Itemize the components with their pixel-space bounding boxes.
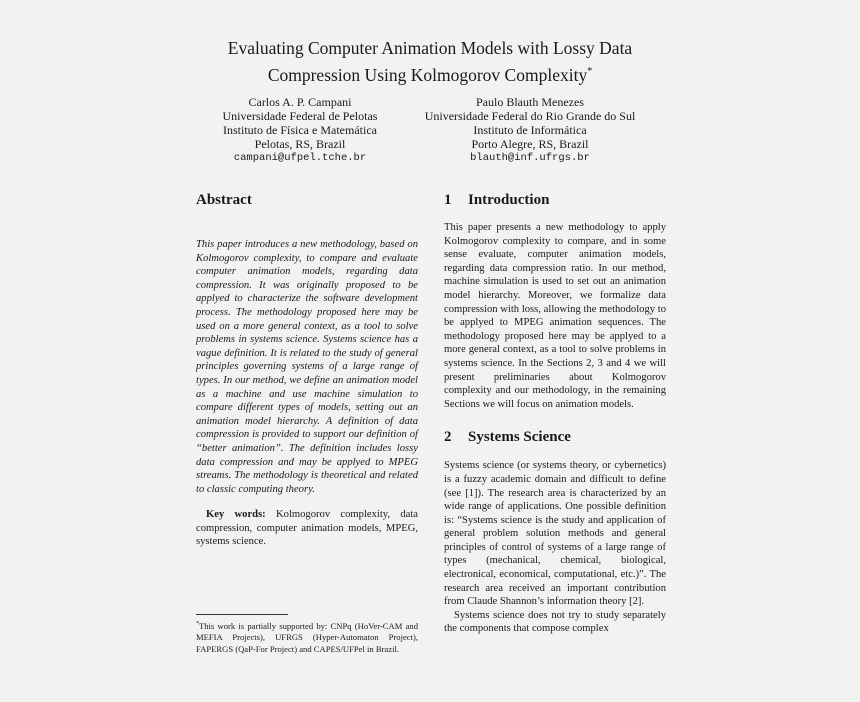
abstract-text: This paper introduces a new methodology, based on Kolmogorov complexity, to compare and evaluate computer animation models, regarding data compression. It was originally proposed to be applyed to characterize the software development process. The methodology proposed here may be used on a more general context, as a tool to solve problems in systems science. Systems science has a vague definition. It is related to the study of general principles governing systems of a large range of types. In our method, we define an animation model as a machine and use machine simulation to compare different types of models, setting out an animation model hierarchy. A definition of data compression is provided to support our definition of “better animation”. The definition includes lossy data compression and may be applyed to MPEG streams. The methodology is theoretical and related to classic computing theory. <box>196 239 418 495</box>
paper-title <box>150 37 710 87</box>
right-column <box>444 190 666 636</box>
author-affiliation: Universidade Federal de Pelotas <box>222 109 378 123</box>
title-line-2-text: Compression Using Kolmogorov Complexity <box>267 64 588 85</box>
keywords-paragraph <box>196 508 418 549</box>
systems-science-paragraph-2: Systems science does not try to study separately the components that compose complex <box>444 609 666 635</box>
author-name: Carlos A. P. Campani <box>248 95 352 109</box>
keywords-label: Key words: <box>206 509 266 521</box>
author-name: Paulo Blauth Menezes <box>476 95 584 109</box>
title-footnote-mark: * <box>587 66 593 77</box>
section-heading-introduction <box>444 190 666 210</box>
author-dept: Instituto de Informática <box>473 123 587 137</box>
title-line-1: Evaluating Computer Animation Models with Lossy Data <box>227 38 633 58</box>
footnote <box>196 619 418 655</box>
abstract-heading: Abstract <box>196 192 252 208</box>
section-number: 2 <box>444 429 452 446</box>
title-line-2 <box>150 60 710 87</box>
section-title: Systems Science <box>468 429 571 446</box>
section-heading-systems-science <box>444 427 666 447</box>
footnote-text: This work is partially supported by: CNPq (HoVer-CAM and MEFIA Projects), UFRGS (Hyper-Automaton Project), FAPERGS (QaP-For Project) and CAPES/UFPel in Brazil. <box>196 620 418 654</box>
footnote-mark: * <box>196 621 199 627</box>
section-number: 1 <box>444 192 452 208</box>
author-location: Porto Alegre, RS, Brazil <box>471 137 589 151</box>
left-column <box>196 190 418 549</box>
author-email: blauth@inf.ufrgs.br <box>470 152 590 164</box>
author-location: Pelotas, RS, Brazil <box>254 137 346 151</box>
author-email: campani@ufpel.tche.br <box>233 152 367 164</box>
keywords-text: Kolmogorov complexity, data compression, computer animation models, MPEG, systems science. <box>196 509 418 548</box>
systems-science-paragraph-1: Systems science (or systems theory, or cybernetics) is a fuzzy academic domain and difficult to define (see [1]). The research area is characterized by an wide range of applications. One possible definition is: “Systems science is the study and application of general problem solution methods and general principles of control of systems of a large range of types (mechanical, chemical, biological, electronical, economical, computational, etc.)”. The research area received an important contribution from Claude Shannon’s information theory [2]. <box>444 460 666 608</box>
author-block-1 <box>190 95 410 165</box>
author-dept: Instituto de Física e Matemática <box>223 123 377 137</box>
author-block-2 <box>410 95 650 165</box>
author-affiliation: Universidade Federal do Rio Grande do Sul <box>424 109 636 123</box>
section-title: Introduction <box>468 192 550 208</box>
introduction-paragraph: This paper presents a new methodology to apply Kolmogorov complexity to compare, and in some sense evaluate, computer animation models, regarding data compression ratio. In our method, machine simulation is used to set out an animation model hierarchy. Moreover, we formalize data compression with loss, allowing the methodology to be applyed to MPEG animation sequences. The methodology proposed here may be applyed to a more general context, as a tool to solve problems in systems science. In the Sections 2, 3 and 4 we will present preliminaries about Kolmogorov complexity and our methodology, in the remaining Sections we will focus on animation models. <box>444 222 666 410</box>
footnote-rule <box>196 614 288 615</box>
